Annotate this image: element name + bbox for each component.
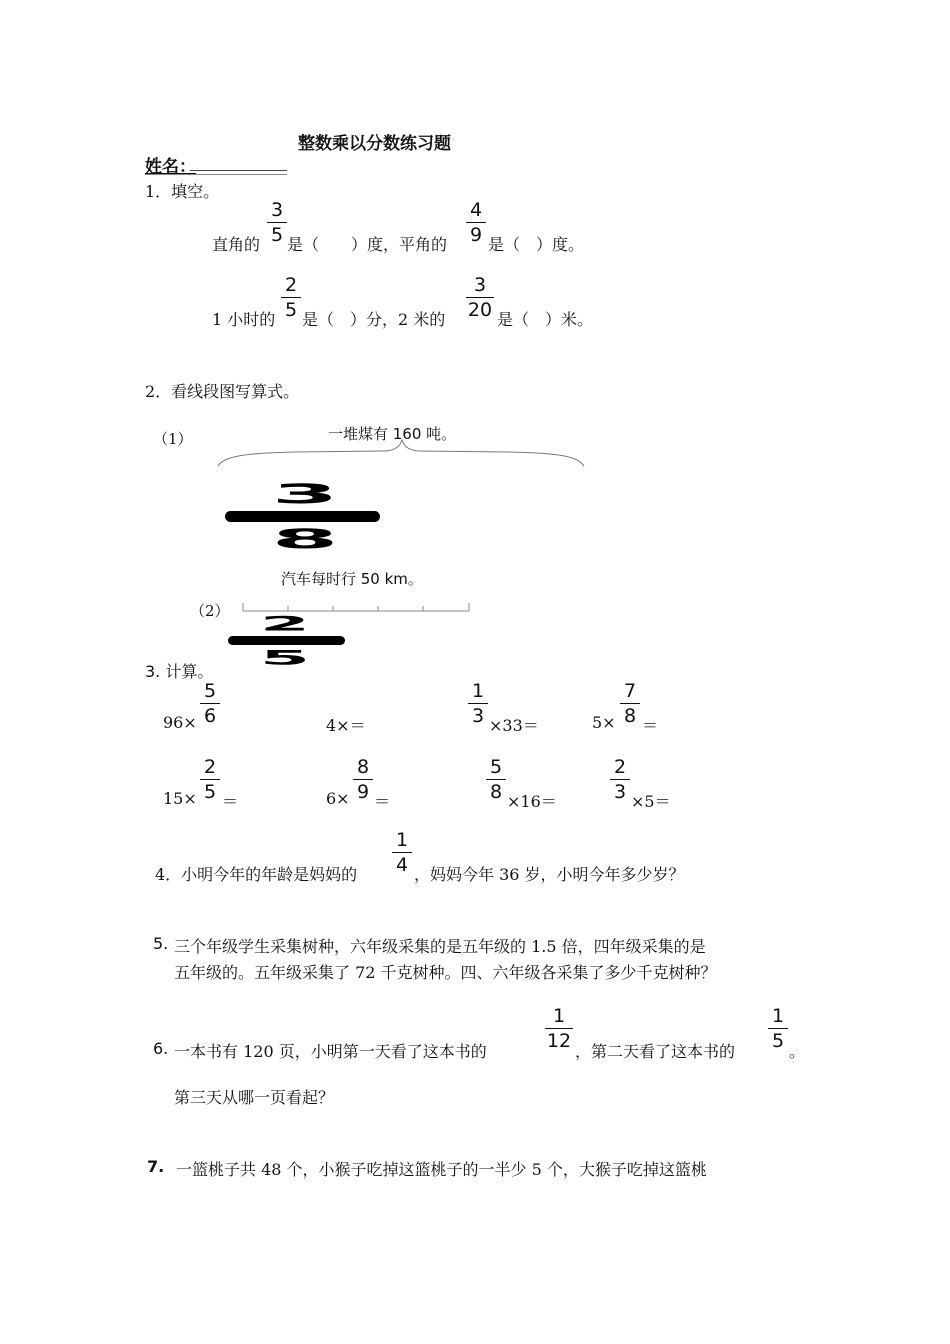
q3-r2c1-fraction: 2 5 xyxy=(200,757,220,803)
q3-r1c2-text: 4×＝ xyxy=(326,716,366,735)
q1-line1-text-c: 是（ ）度。 xyxy=(488,235,585,254)
q1-line1-text-a: 直角的 xyxy=(212,235,261,254)
q3-r2c2-pre: 6× xyxy=(326,789,350,808)
q2-part2-fraction-denominator: 5 xyxy=(259,646,311,670)
q3-r2c3-fraction: 5 8 xyxy=(486,757,506,803)
q3-r1c3-fraction: 1 3 xyxy=(468,681,488,727)
q1-line2-fraction-b: 3 20 xyxy=(467,274,493,321)
q3-r1c3-post: ×33＝ xyxy=(489,716,539,735)
q1-label: 1．填空。 xyxy=(145,182,220,201)
q6-text-pre: 一本书有 120 页，小明第一天看了这本书的 xyxy=(174,1042,487,1061)
q6-text-mid: ，第二天看了这本书的 xyxy=(575,1042,736,1061)
q2-part2-label: （2） xyxy=(190,602,230,620)
q3-r2c4-post: ×5＝ xyxy=(631,792,671,811)
q3-r2c2-post: ＝ xyxy=(374,792,391,811)
q3-label: 3. 计算。 xyxy=(145,662,214,681)
q3-r1c4-pre: 5× xyxy=(592,713,616,732)
q2-part1-fraction-bar xyxy=(225,511,380,522)
q6-line2: 第三天从哪一页看起？ xyxy=(174,1088,335,1107)
q2-part1-fraction-numerator: 3 xyxy=(271,478,339,511)
q3-r1c4-fraction: 7 8 xyxy=(620,681,640,727)
q6-number: 6. xyxy=(153,1039,169,1058)
q7-number: 7. xyxy=(147,1157,165,1176)
name-label: 姓名： xyxy=(145,157,196,177)
q1-line1-text-b: 是（ ）度，平角的 xyxy=(287,235,448,254)
q2-part2-fraction-bar xyxy=(228,636,345,645)
q5-line1: 三个年级学生采集树种，六年级采集的是五年级的 1.5 倍，四年级采集的是 xyxy=(174,937,706,956)
q3-r2c4-fraction: 2 3 xyxy=(610,757,630,803)
q4-text-pre: 4．小明今年的年龄是妈妈的 xyxy=(155,865,358,884)
q3-r2c1-pre: 15× xyxy=(163,789,197,808)
q1-line2-text-b: 是（ ）分，2 米的 xyxy=(302,310,446,329)
q2-part1-fraction-denominator: 8 xyxy=(271,523,339,556)
q3-r2c2-fraction: 8 9 xyxy=(353,757,373,803)
name-blank-line[interactable] xyxy=(190,170,287,171)
q1-line2-text-c: 是（ ）米。 xyxy=(497,310,594,329)
q5-line2: 五年级的。五年级采集了 72 千克树种。四、六年级各采集了多少千克树种？ xyxy=(174,963,717,982)
q6-fraction-2: 1 5 xyxy=(768,1006,788,1052)
q3-r2c3-post: ×16＝ xyxy=(507,792,557,811)
q3-r1c1-fraction: 5 6 xyxy=(200,681,220,727)
q2-label: 2．看线段图写算式。 xyxy=(145,382,300,401)
q1-line2-fraction-a: 2 5 xyxy=(281,275,301,321)
q2-part1-brace xyxy=(216,438,586,468)
q3-r1c1-pre: 96× xyxy=(163,713,197,732)
q7-text: 一篮桃子共 48 个，小猴子吃掉这篮桃子的一半少 5 个，大猴子吃掉这篮桃 xyxy=(176,1160,707,1179)
name-underline xyxy=(145,174,287,175)
q4-fraction: 1 4 xyxy=(392,830,412,876)
q2-part1-label: （1） xyxy=(153,430,193,448)
q3-r2c1-post: ＝ xyxy=(222,792,239,811)
q3-r1c4-post: ＝ xyxy=(642,716,659,735)
q2-part2-caption: 汽车每时行 50 km。 xyxy=(281,570,423,588)
q6-fraction-1: 1 12 xyxy=(546,1005,572,1052)
q1-line2-text-a: 1 小时的 xyxy=(212,310,276,329)
q6-text-post: 。 xyxy=(789,1042,806,1061)
q5-number: 5. xyxy=(153,934,169,953)
q2-part1-caption: 一堆煤有 160 吨。 xyxy=(328,425,457,443)
q1-line1-fraction-b: 4 9 xyxy=(466,200,486,246)
page-title: 整数乘以分数练习题 xyxy=(298,134,451,154)
q4-text-post: ，妈妈今年 36 岁，小明今年多少岁？ xyxy=(414,865,685,884)
q2-part2-fraction-numerator: 2 xyxy=(259,612,311,636)
q1-line1-fraction-a: 3 5 xyxy=(267,200,287,246)
